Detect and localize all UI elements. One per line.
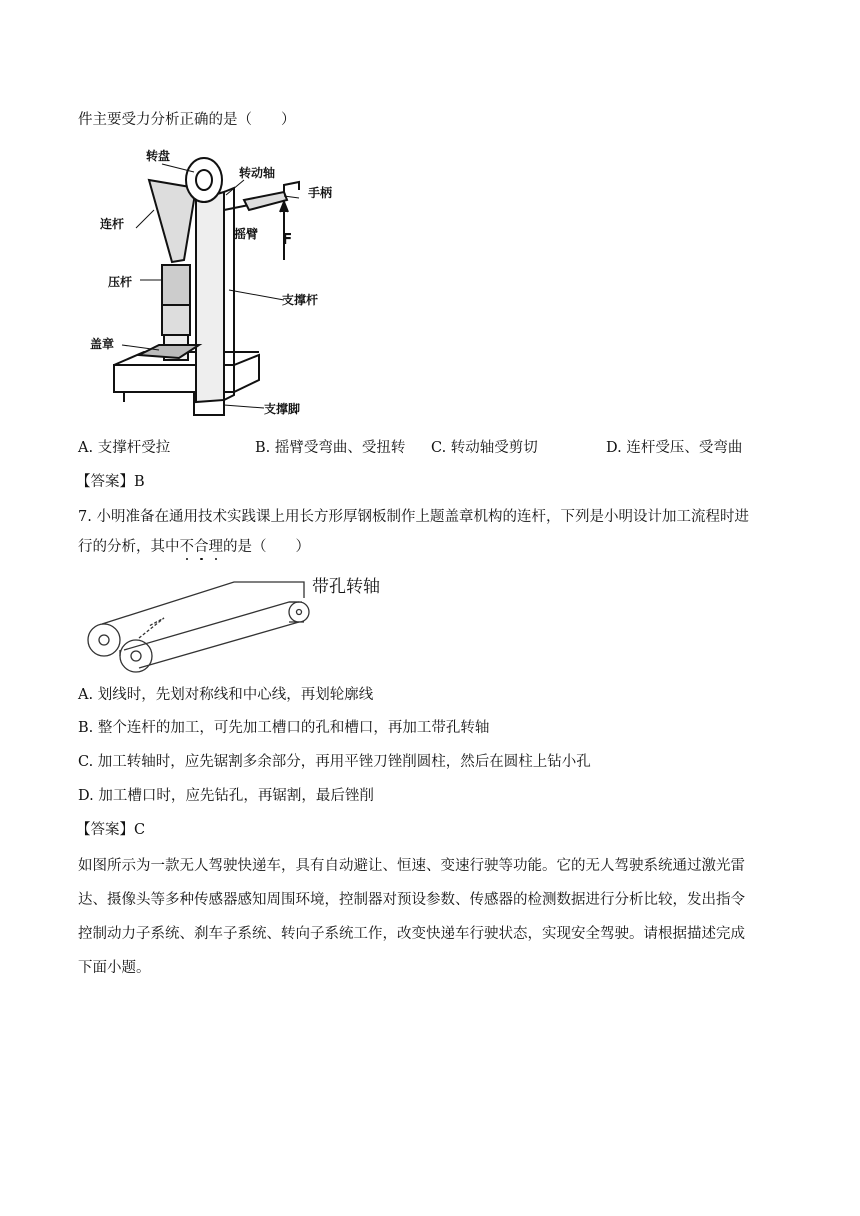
q6-option-c: C. 转动轴受剪切 (431, 440, 538, 456)
label-force: F (282, 230, 293, 248)
q6-option-a: A. 支撑杆受拉 (78, 440, 171, 456)
label-stamp: 盖章 (90, 337, 115, 351)
label-shaft: 转动轴 (239, 166, 276, 180)
stamping-mechanism-figure (84, 140, 354, 430)
label-turntable: 转盘 (146, 149, 171, 163)
label-support-foot: 支撑脚 (264, 402, 301, 416)
emphasis-char: 理 (208, 539, 223, 555)
q6-option-b: B. 摇臂受弯曲、受扭转 (255, 440, 406, 456)
emphasis-char: 不 (179, 539, 194, 555)
q7-option-b: B. 整个连杆的加工，可先加工槽口的孔和槽口，再加工带孔转轴 (78, 720, 490, 736)
q7-option-d: D. 加工槽口时，应先钻孔，再锯割，最后锉削 (78, 788, 374, 804)
passage-line4: 下面小题。 (78, 960, 151, 976)
passage-line3: 控制动力子系统、刹车子系统、转向子系统工作，改变快递车行驶状态，实现安全驾驶。请根据描述完成 (78, 926, 745, 942)
label-link: 连杆 (100, 217, 125, 231)
label-handle: 手柄 (308, 186, 333, 200)
passage-line2: 达、摄像头等多种传感器感知周围环境，控制器对预设参数、传感器的检测数据进行分析比较，发出指令 (78, 892, 745, 908)
label-support-rod: 支撑杆 (282, 293, 319, 307)
label-crank: 摇臂 (234, 227, 259, 241)
q7-stem-line2: 行的分析，其中不合理的是（ ） (78, 539, 310, 555)
q7-option-c: C. 加工转轴时，应先锯割多余部分，再用平锉刀锉削圆柱，然后在圆柱上钻小孔 (78, 754, 591, 770)
emphasis-char: 合 (194, 539, 209, 555)
q7-answer: 【答案】C (76, 822, 146, 838)
q6-answer: 【答案】B (76, 474, 145, 490)
connecting-rod-figure (84, 568, 404, 680)
passage-line1: 如图所示为一款无人驾驶快递车，具有自动避让、恒速、变速行驶等功能。它的无人驾驶系统通过激光雷 (78, 858, 745, 874)
label-shaft-with-hole: 带孔转轴 (312, 577, 380, 597)
q7-stem-line1: 7. 小明准备在通用技术实践课上用长方形厚钢板制作上题盖章机构的连杆，下列是小明设计加工流程时进 (78, 509, 749, 525)
q6-stem-tail: 件主要受力分析正确的是（ ） (78, 112, 296, 128)
q6-option-d: D. 连杆受压、受弯曲 (606, 440, 743, 456)
label-press-rod: 压杆 (108, 275, 133, 289)
q7-option-a: A. 划线时，先划对称线和中心线，再划轮廓线 (78, 687, 374, 703)
